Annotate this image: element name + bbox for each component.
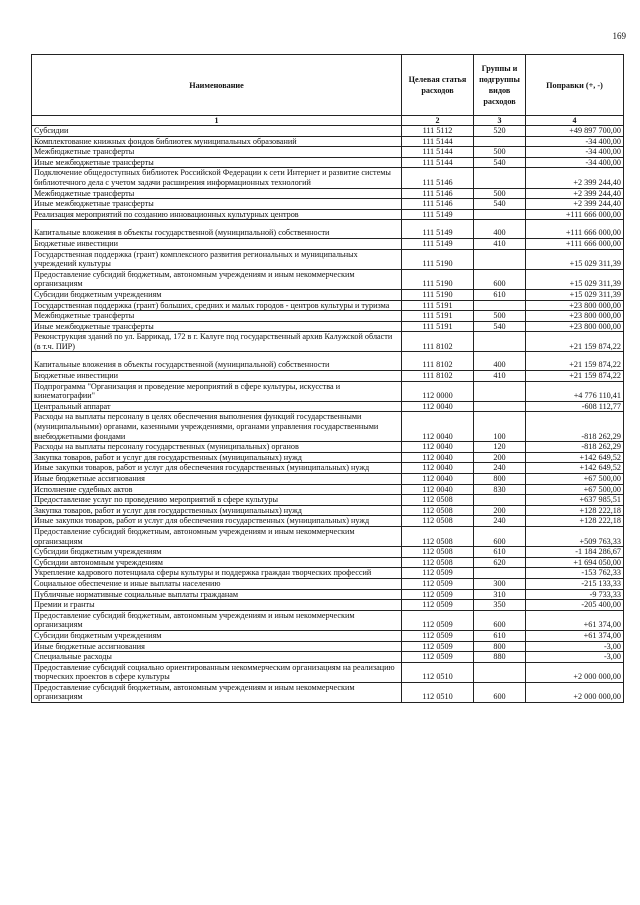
row-amendment-cell: -34 400,00 bbox=[526, 157, 624, 168]
table-row bbox=[32, 371, 624, 382]
row-name-cell: Комплектование книжных фондов библиотек муниципальных образований bbox=[32, 136, 402, 147]
table-row bbox=[32, 209, 624, 220]
row-name-cell: Иные бюджетные ассигнования bbox=[32, 641, 402, 652]
row-target-article-cell: 112 0508 bbox=[402, 557, 474, 568]
table-row bbox=[32, 220, 624, 239]
column-number: 1 bbox=[32, 116, 402, 126]
table-row bbox=[32, 516, 624, 527]
row-target-article-cell: 112 0509 bbox=[402, 578, 474, 589]
row-target-article-cell: 112 0509 bbox=[402, 600, 474, 611]
row-expense-group-cell: 350 bbox=[474, 600, 526, 611]
row-target-article-cell: 111 5191 bbox=[402, 321, 474, 332]
table-row bbox=[32, 442, 624, 453]
row-amendment-cell: +23 800 000,00 bbox=[526, 311, 624, 322]
row-target-article-cell: 112 0508 bbox=[402, 526, 474, 546]
column-number: 3 bbox=[474, 116, 526, 126]
table-row bbox=[32, 484, 624, 495]
row-amendment-cell: +2 399 244,40 bbox=[526, 168, 624, 188]
budget-amendments-table bbox=[31, 54, 624, 703]
row-expense-group-cell: 520 bbox=[474, 126, 526, 137]
column-number: 4 bbox=[526, 116, 624, 126]
row-name-cell: Межбюджетные трансферты bbox=[32, 188, 402, 199]
table-row bbox=[32, 321, 624, 332]
row-amendment-cell: +67 500,00 bbox=[526, 484, 624, 495]
row-target-article-cell: 112 0509 bbox=[402, 589, 474, 600]
row-expense-group-cell: 400 bbox=[474, 220, 526, 239]
row-expense-group-cell: 200 bbox=[474, 452, 526, 463]
column-number: 2 bbox=[402, 116, 474, 126]
row-amendment-cell: -3,00 bbox=[526, 652, 624, 663]
row-target-article-cell: 111 5144 bbox=[402, 136, 474, 147]
row-amendment-cell: -818 262,29 bbox=[526, 412, 624, 442]
row-expense-group-cell bbox=[474, 401, 526, 412]
table-row bbox=[32, 289, 624, 300]
row-name-cell: Реконструкция зданий по ул. Баррикад, 172 в г. Калуге под государственный архив Калужской области (в т.ч. ПИР) bbox=[32, 332, 402, 352]
row-expense-group-cell: 410 bbox=[474, 238, 526, 249]
row-amendment-cell: +67 500,00 bbox=[526, 474, 624, 485]
table-row bbox=[32, 238, 624, 249]
row-amendment-cell: +2 399 244,40 bbox=[526, 188, 624, 199]
row-name-cell: Иные межбюджетные трансферты bbox=[32, 199, 402, 210]
table-row bbox=[32, 157, 624, 168]
row-expense-group-cell: 120 bbox=[474, 442, 526, 453]
table-row bbox=[32, 505, 624, 516]
row-name-cell: Бюджетные инвестиции bbox=[32, 238, 402, 249]
row-amendment-cell: +142 649,52 bbox=[526, 463, 624, 474]
row-amendment-cell: -153 762,33 bbox=[526, 568, 624, 579]
row-amendment-cell: +509 763,33 bbox=[526, 526, 624, 546]
table-row bbox=[32, 589, 624, 600]
row-amendment-cell: +2 399 244,40 bbox=[526, 199, 624, 210]
row-target-article-cell: 111 8102 bbox=[402, 371, 474, 382]
row-target-article-cell: 112 0000 bbox=[402, 381, 474, 401]
row-expense-group-cell: 100 bbox=[474, 412, 526, 442]
row-expense-group-cell bbox=[474, 300, 526, 311]
row-target-article-cell: 112 0509 bbox=[402, 610, 474, 630]
row-amendment-cell: +15 029 311,39 bbox=[526, 269, 624, 289]
table-row bbox=[32, 662, 624, 682]
table-row bbox=[32, 412, 624, 442]
table-body bbox=[32, 126, 624, 703]
row-expense-group-cell: 540 bbox=[474, 199, 526, 210]
table-row bbox=[32, 610, 624, 630]
row-target-article-cell: 112 0509 bbox=[402, 568, 474, 579]
row-target-article-cell: 111 5191 bbox=[402, 311, 474, 322]
row-name-cell: Капитальные вложения в объекты государственной (муниципальной) собственности bbox=[32, 220, 402, 239]
row-expense-group-cell: 600 bbox=[474, 610, 526, 630]
row-name-cell: Публичные нормативные социальные выплаты гражданам bbox=[32, 589, 402, 600]
row-target-article-cell: 112 0508 bbox=[402, 547, 474, 558]
row-amendment-cell: +61 374,00 bbox=[526, 610, 624, 630]
table-row bbox=[32, 332, 624, 352]
row-name-cell: Субсидии автономным учреждениям bbox=[32, 557, 402, 568]
table-row bbox=[32, 600, 624, 611]
row-amendment-cell: +111 666 000,00 bbox=[526, 238, 624, 249]
row-name-cell: Иные закупки товаров, работ и услуг для обеспечения государственных (муниципальных) нужд bbox=[32, 463, 402, 474]
row-target-article-cell: 111 5112 bbox=[402, 126, 474, 137]
row-expense-group-cell: 610 bbox=[474, 289, 526, 300]
row-expense-group-cell: 610 bbox=[474, 547, 526, 558]
row-name-cell: Расходы на выплаты персоналу государственных (муниципальных) органов bbox=[32, 442, 402, 453]
row-amendment-cell: +111 666 000,00 bbox=[526, 220, 624, 239]
row-name-cell: Предоставление субсидий бюджетным, автономным учреждениям и иным некоммерческим организациям bbox=[32, 610, 402, 630]
row-expense-group-cell: 600 bbox=[474, 526, 526, 546]
row-expense-group-cell bbox=[474, 381, 526, 401]
row-expense-group-cell: 400 bbox=[474, 352, 526, 371]
row-target-article-cell: 111 5144 bbox=[402, 147, 474, 158]
row-target-article-cell: 111 5190 bbox=[402, 269, 474, 289]
row-amendment-cell: +21 159 874,22 bbox=[526, 352, 624, 371]
row-amendment-cell: +49 897 700,00 bbox=[526, 126, 624, 137]
row-name-cell: Реализация мероприятий по созданию инновационных культурных центров bbox=[32, 209, 402, 220]
row-name-cell: Иные межбюджетные трансферты bbox=[32, 157, 402, 168]
row-target-article-cell: 112 0040 bbox=[402, 484, 474, 495]
row-name-cell: Расходы на выплаты персоналу в целях обеспечения выполнения функций государственными (муниципальными) органами, казенными учреждениями, органами управления государственными внебюджетными фондами bbox=[32, 412, 402, 442]
row-expense-group-cell: 240 bbox=[474, 516, 526, 527]
row-expense-group-cell: 500 bbox=[474, 188, 526, 199]
row-amendment-cell: +4 776 110,41 bbox=[526, 381, 624, 401]
table-row bbox=[32, 568, 624, 579]
row-target-article-cell: 112 0508 bbox=[402, 505, 474, 516]
row-name-cell: Государственная поддержка (грант) больших, средних и малых городов - центров культуры и туризма bbox=[32, 300, 402, 311]
row-expense-group-cell: 600 bbox=[474, 269, 526, 289]
row-name-cell: Центральный аппарат bbox=[32, 401, 402, 412]
row-expense-group-cell bbox=[474, 662, 526, 682]
table-row bbox=[32, 199, 624, 210]
table-row bbox=[32, 452, 624, 463]
row-amendment-cell: +111 666 000,00 bbox=[526, 209, 624, 220]
row-target-article-cell: 111 5146 bbox=[402, 199, 474, 210]
row-expense-group-cell bbox=[474, 136, 526, 147]
row-amendment-cell: -34 400,00 bbox=[526, 136, 624, 147]
row-expense-group-cell: 600 bbox=[474, 682, 526, 702]
row-amendment-cell: +23 800 000,00 bbox=[526, 321, 624, 332]
row-name-cell: Подпрограмма "Организация и проведение мероприятий в сфере культуры, искусства и кинематографии" bbox=[32, 381, 402, 401]
row-name-cell: Межбюджетные трансферты bbox=[32, 311, 402, 322]
row-amendment-cell: +2 000 000,00 bbox=[526, 682, 624, 702]
row-name-cell: Предоставление субсидий социально ориентированным некоммерческим организациям на реализацию творческих проектов в сфере культуры bbox=[32, 662, 402, 682]
column-header-expense-groups: Группы и подгруппы видов расходов bbox=[474, 55, 526, 116]
row-name-cell: Предоставление субсидий бюджетным, автономным учреждениям и иным некоммерческим организациям bbox=[32, 682, 402, 702]
row-name-cell: Исполнение судебных актов bbox=[32, 484, 402, 495]
row-amendment-cell: +142 649,52 bbox=[526, 452, 624, 463]
row-target-article-cell: 112 0509 bbox=[402, 630, 474, 641]
row-name-cell: Специальные расходы bbox=[32, 652, 402, 663]
row-target-article-cell: 112 0040 bbox=[402, 463, 474, 474]
table-row bbox=[32, 526, 624, 546]
row-target-article-cell: 112 0040 bbox=[402, 452, 474, 463]
row-expense-group-cell: 800 bbox=[474, 641, 526, 652]
row-name-cell: Государственная поддержка (грант) комплексного развития региональных и муниципальных учреждений культуры bbox=[32, 249, 402, 269]
row-expense-group-cell: 410 bbox=[474, 371, 526, 382]
row-expense-group-cell: 540 bbox=[474, 321, 526, 332]
row-expense-group-cell: 310 bbox=[474, 589, 526, 600]
table-row bbox=[32, 557, 624, 568]
table-row bbox=[32, 682, 624, 702]
row-name-cell: Иные межбюджетные трансферты bbox=[32, 321, 402, 332]
table-row bbox=[32, 249, 624, 269]
row-amendment-cell: -818 262,29 bbox=[526, 442, 624, 453]
row-target-article-cell: 112 0509 bbox=[402, 652, 474, 663]
row-expense-group-cell bbox=[474, 332, 526, 352]
row-expense-group-cell: 300 bbox=[474, 578, 526, 589]
row-target-article-cell: 111 5144 bbox=[402, 157, 474, 168]
table-row bbox=[32, 547, 624, 558]
row-name-cell: Иные закупки товаров, работ и услуг для обеспечения государственных (муниципальных) нужд bbox=[32, 516, 402, 527]
row-target-article-cell: 111 5149 bbox=[402, 209, 474, 220]
row-amendment-cell: -34 400,00 bbox=[526, 147, 624, 158]
row-name-cell: Подключение общедоступных библиотек Российской Федерации к сети Интернет и развитие системы библиотечного дела с учетом задачи расширения информационных технологий bbox=[32, 168, 402, 188]
row-target-article-cell: 111 5191 bbox=[402, 300, 474, 311]
row-name-cell: Закупка товаров, работ и услуг для государственных (муниципальных) нужд bbox=[32, 505, 402, 516]
row-amendment-cell: +23 800 000,00 bbox=[526, 300, 624, 311]
row-name-cell: Субсидии бюджетным учреждениям bbox=[32, 289, 402, 300]
row-target-article-cell: 112 0510 bbox=[402, 682, 474, 702]
row-name-cell: Капитальные вложения в объекты государственной (муниципальной) собственности bbox=[32, 352, 402, 371]
row-name-cell: Иные бюджетные ассигнования bbox=[32, 474, 402, 485]
row-amendment-cell: +21 159 874,22 bbox=[526, 332, 624, 352]
row-amendment-cell: -1 184 286,67 bbox=[526, 547, 624, 558]
row-name-cell: Премии и гранты bbox=[32, 600, 402, 611]
row-name-cell: Предоставление субсидий бюджетным, автономным учреждениям и иным некоммерческим организациям bbox=[32, 526, 402, 546]
row-target-article-cell: 111 5146 bbox=[402, 168, 474, 188]
row-expense-group-cell: 540 bbox=[474, 157, 526, 168]
row-expense-group-cell: 240 bbox=[474, 463, 526, 474]
row-expense-group-cell bbox=[474, 568, 526, 579]
row-name-cell: Социальное обеспечение и иные выплаты населению bbox=[32, 578, 402, 589]
row-expense-group-cell: 620 bbox=[474, 557, 526, 568]
table-row bbox=[32, 300, 624, 311]
table-row bbox=[32, 474, 624, 485]
row-expense-group-cell: 500 bbox=[474, 311, 526, 322]
table-row bbox=[32, 381, 624, 401]
row-target-article-cell: 111 5190 bbox=[402, 249, 474, 269]
row-name-cell: Бюджетные инвестиции bbox=[32, 371, 402, 382]
row-name-cell: Закупка товаров, работ и услуг для государственных (муниципальных) нужд bbox=[32, 452, 402, 463]
table-row bbox=[32, 188, 624, 199]
row-expense-group-cell bbox=[474, 249, 526, 269]
row-target-article-cell: 111 8102 bbox=[402, 352, 474, 371]
row-expense-group-cell bbox=[474, 168, 526, 188]
row-amendment-cell: +15 029 311,39 bbox=[526, 249, 624, 269]
row-amendment-cell: +15 029 311,39 bbox=[526, 289, 624, 300]
row-expense-group-cell: 830 bbox=[474, 484, 526, 495]
row-amendment-cell: +2 000 000,00 bbox=[526, 662, 624, 682]
row-target-article-cell: 111 5190 bbox=[402, 289, 474, 300]
row-target-article-cell: 111 5146 bbox=[402, 188, 474, 199]
row-expense-group-cell: 800 bbox=[474, 474, 526, 485]
column-header-amendments: Поправки (+, -) bbox=[526, 55, 624, 116]
row-amendment-cell: +61 374,00 bbox=[526, 630, 624, 641]
row-target-article-cell: 111 8102 bbox=[402, 332, 474, 352]
row-target-article-cell: 111 5149 bbox=[402, 238, 474, 249]
row-amendment-cell: +21 159 874,22 bbox=[526, 371, 624, 382]
row-amendment-cell: -608 112,77 bbox=[526, 401, 624, 412]
table-row bbox=[32, 311, 624, 322]
row-name-cell: Предоставление услуг по проведению мероприятий в сфере культуры bbox=[32, 495, 402, 506]
row-expense-group-cell: 880 bbox=[474, 652, 526, 663]
row-target-article-cell: 112 0509 bbox=[402, 641, 474, 652]
table-row bbox=[32, 495, 624, 506]
table-row bbox=[32, 652, 624, 663]
row-amendment-cell: +637 985,51 bbox=[526, 495, 624, 506]
row-target-article-cell: 111 5149 bbox=[402, 220, 474, 239]
page-number: 169 bbox=[612, 31, 626, 41]
row-amendment-cell: +128 222,18 bbox=[526, 505, 624, 516]
row-amendment-cell: -215 133,33 bbox=[526, 578, 624, 589]
column-number-row bbox=[32, 116, 624, 126]
row-amendment-cell: +128 222,18 bbox=[526, 516, 624, 527]
row-target-article-cell: 112 0040 bbox=[402, 442, 474, 453]
row-name-cell: Субсидии bbox=[32, 126, 402, 137]
row-target-article-cell: 112 0040 bbox=[402, 412, 474, 442]
table-row bbox=[32, 352, 624, 371]
column-header-target-article: Целевая статья расходов bbox=[402, 55, 474, 116]
table-row bbox=[32, 578, 624, 589]
row-expense-group-cell: 500 bbox=[474, 147, 526, 158]
row-amendment-cell: -3,00 bbox=[526, 641, 624, 652]
row-name-cell: Укрепление кадрового потенциала сферы культуры и поддержка граждан творческих профессий bbox=[32, 568, 402, 579]
table-row bbox=[32, 401, 624, 412]
row-expense-group-cell: 200 bbox=[474, 505, 526, 516]
row-expense-group-cell bbox=[474, 495, 526, 506]
row-target-article-cell: 112 0510 bbox=[402, 662, 474, 682]
row-name-cell: Межбюджетные трансферты bbox=[32, 147, 402, 158]
table-header-row bbox=[32, 55, 624, 116]
row-target-article-cell: 112 0508 bbox=[402, 495, 474, 506]
row-expense-group-cell: 610 bbox=[474, 630, 526, 641]
table-row bbox=[32, 147, 624, 158]
table-row bbox=[32, 463, 624, 474]
row-name-cell: Предоставление субсидий бюджетным, автономным учреждениям и иным некоммерческим организациям bbox=[32, 269, 402, 289]
row-name-cell: Субсидии бюджетным учреждениям bbox=[32, 547, 402, 558]
table-row bbox=[32, 630, 624, 641]
table-row bbox=[32, 168, 624, 188]
table-row bbox=[32, 136, 624, 147]
table-row bbox=[32, 126, 624, 137]
row-target-article-cell: 112 0040 bbox=[402, 474, 474, 485]
row-amendment-cell: -205 400,00 bbox=[526, 600, 624, 611]
row-expense-group-cell bbox=[474, 209, 526, 220]
row-amendment-cell: +1 694 050,00 bbox=[526, 557, 624, 568]
row-target-article-cell: 112 0040 bbox=[402, 401, 474, 412]
column-header-name: Наименование bbox=[32, 55, 402, 116]
table-row bbox=[32, 641, 624, 652]
row-amendment-cell: -9 733,33 bbox=[526, 589, 624, 600]
row-target-article-cell: 112 0508 bbox=[402, 516, 474, 527]
row-name-cell: Субсидии бюджетным учреждениям bbox=[32, 630, 402, 641]
table-row bbox=[32, 269, 624, 289]
